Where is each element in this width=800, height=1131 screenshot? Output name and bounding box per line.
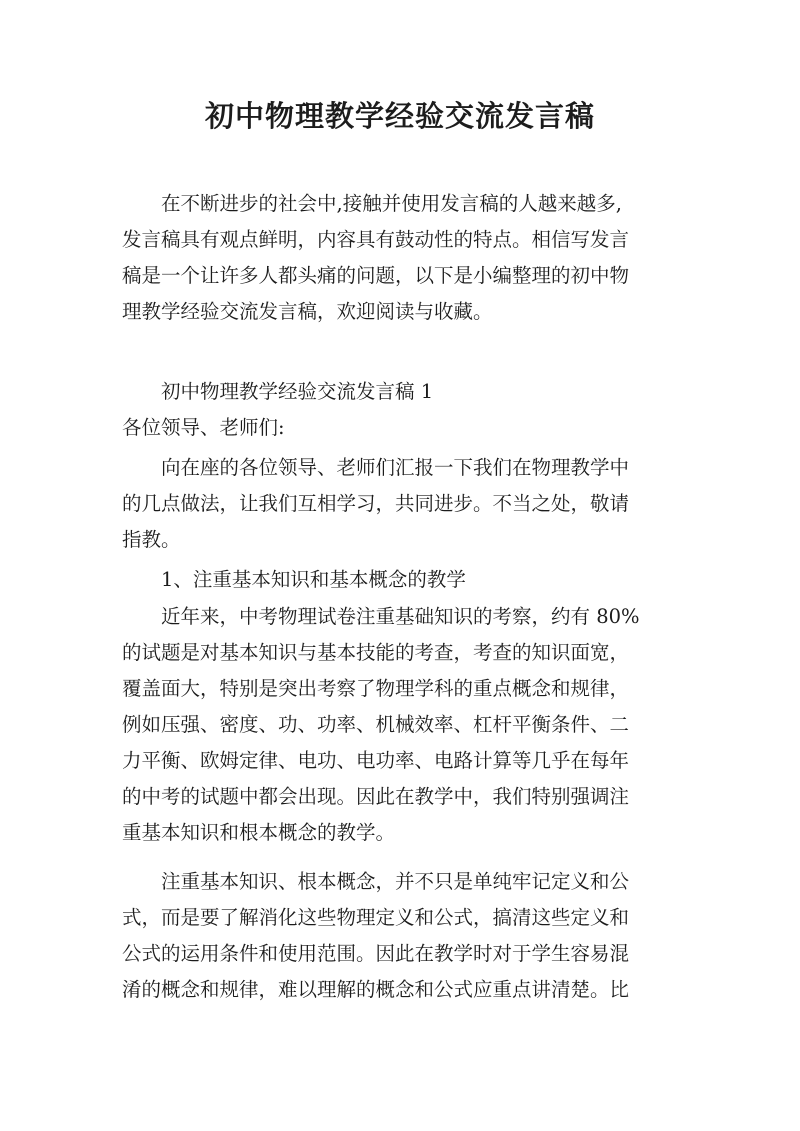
text-line: 理教学经验交流发言稿，欢迎阅读与收藏。: [122, 300, 493, 323]
text-line: 的试题是对基本知识与基本技能的考查，考查的知识面宽，: [122, 641, 630, 664]
point-1-paragraph-1: [122, 599, 688, 851]
text-line: 1、注重基本知识和基本概念的教学: [122, 568, 466, 591]
text-line: 初中物理教学经验交流发言稿 1: [122, 380, 434, 403]
text-line: 的中考的试题中都会出现。因此在教学中，我们特别强调注: [122, 785, 630, 808]
text-line: 发言稿具有观点鲜明，内容具有鼓动性的特点。相信写发言: [122, 228, 630, 251]
point-1-heading: [122, 562, 688, 598]
text-line: 例如压强、密度、功、功率、机械效率、杠杆平衡条件、二: [122, 713, 630, 736]
intro-paragraph: [122, 186, 688, 330]
text-line: 式，而是要了解消化这些物理定义和公式，搞清这些定义和: [122, 906, 630, 929]
text-line: 向在座的各位领导、老师们汇报一下我们在物理教学中: [122, 456, 630, 479]
opening-paragraph: [122, 450, 688, 558]
text-line: 公式的运用条件和使用范围。因此在教学时对于学生容易混: [122, 942, 630, 965]
text-line: 稿是一个让许多人都头痛的问题，以下是小编整理的初中物: [122, 264, 630, 287]
text-line: 近年来，中考物理试卷注重基础知识的考察，约有 80%: [122, 605, 640, 628]
text-line: 淆的概念和规律，难以理解的概念和公式应重点讲清楚。比: [122, 978, 630, 1001]
section-heading: [122, 374, 688, 410]
text-line: 覆盖面大，特别是突出考察了物理学科的重点概念和规律，: [122, 677, 630, 700]
text-line: 的几点做法，让我们互相学习，共同进步。不当之处，敬请: [122, 492, 630, 515]
text-line: 指教。: [122, 528, 181, 551]
point-1-paragraph-2: [122, 864, 688, 1008]
text-line: 重基本知识和根本概念的教学。: [122, 821, 396, 844]
text-line: 注重基本知识、根本概念，并不只是单纯牢记定义和公: [122, 870, 630, 893]
document-title: 初中物理教学经验交流发言稿: [204, 99, 595, 133]
salutation: [122, 410, 688, 446]
text-line: 在不断进步的社会中,接触并使用发言稿的人越来越多,: [122, 192, 622, 215]
text-line: 力平衡、欧姆定律、电功、电功率、电路计算等几乎在每年: [122, 749, 630, 772]
text-line: 各位领导、老师们:: [122, 416, 285, 439]
